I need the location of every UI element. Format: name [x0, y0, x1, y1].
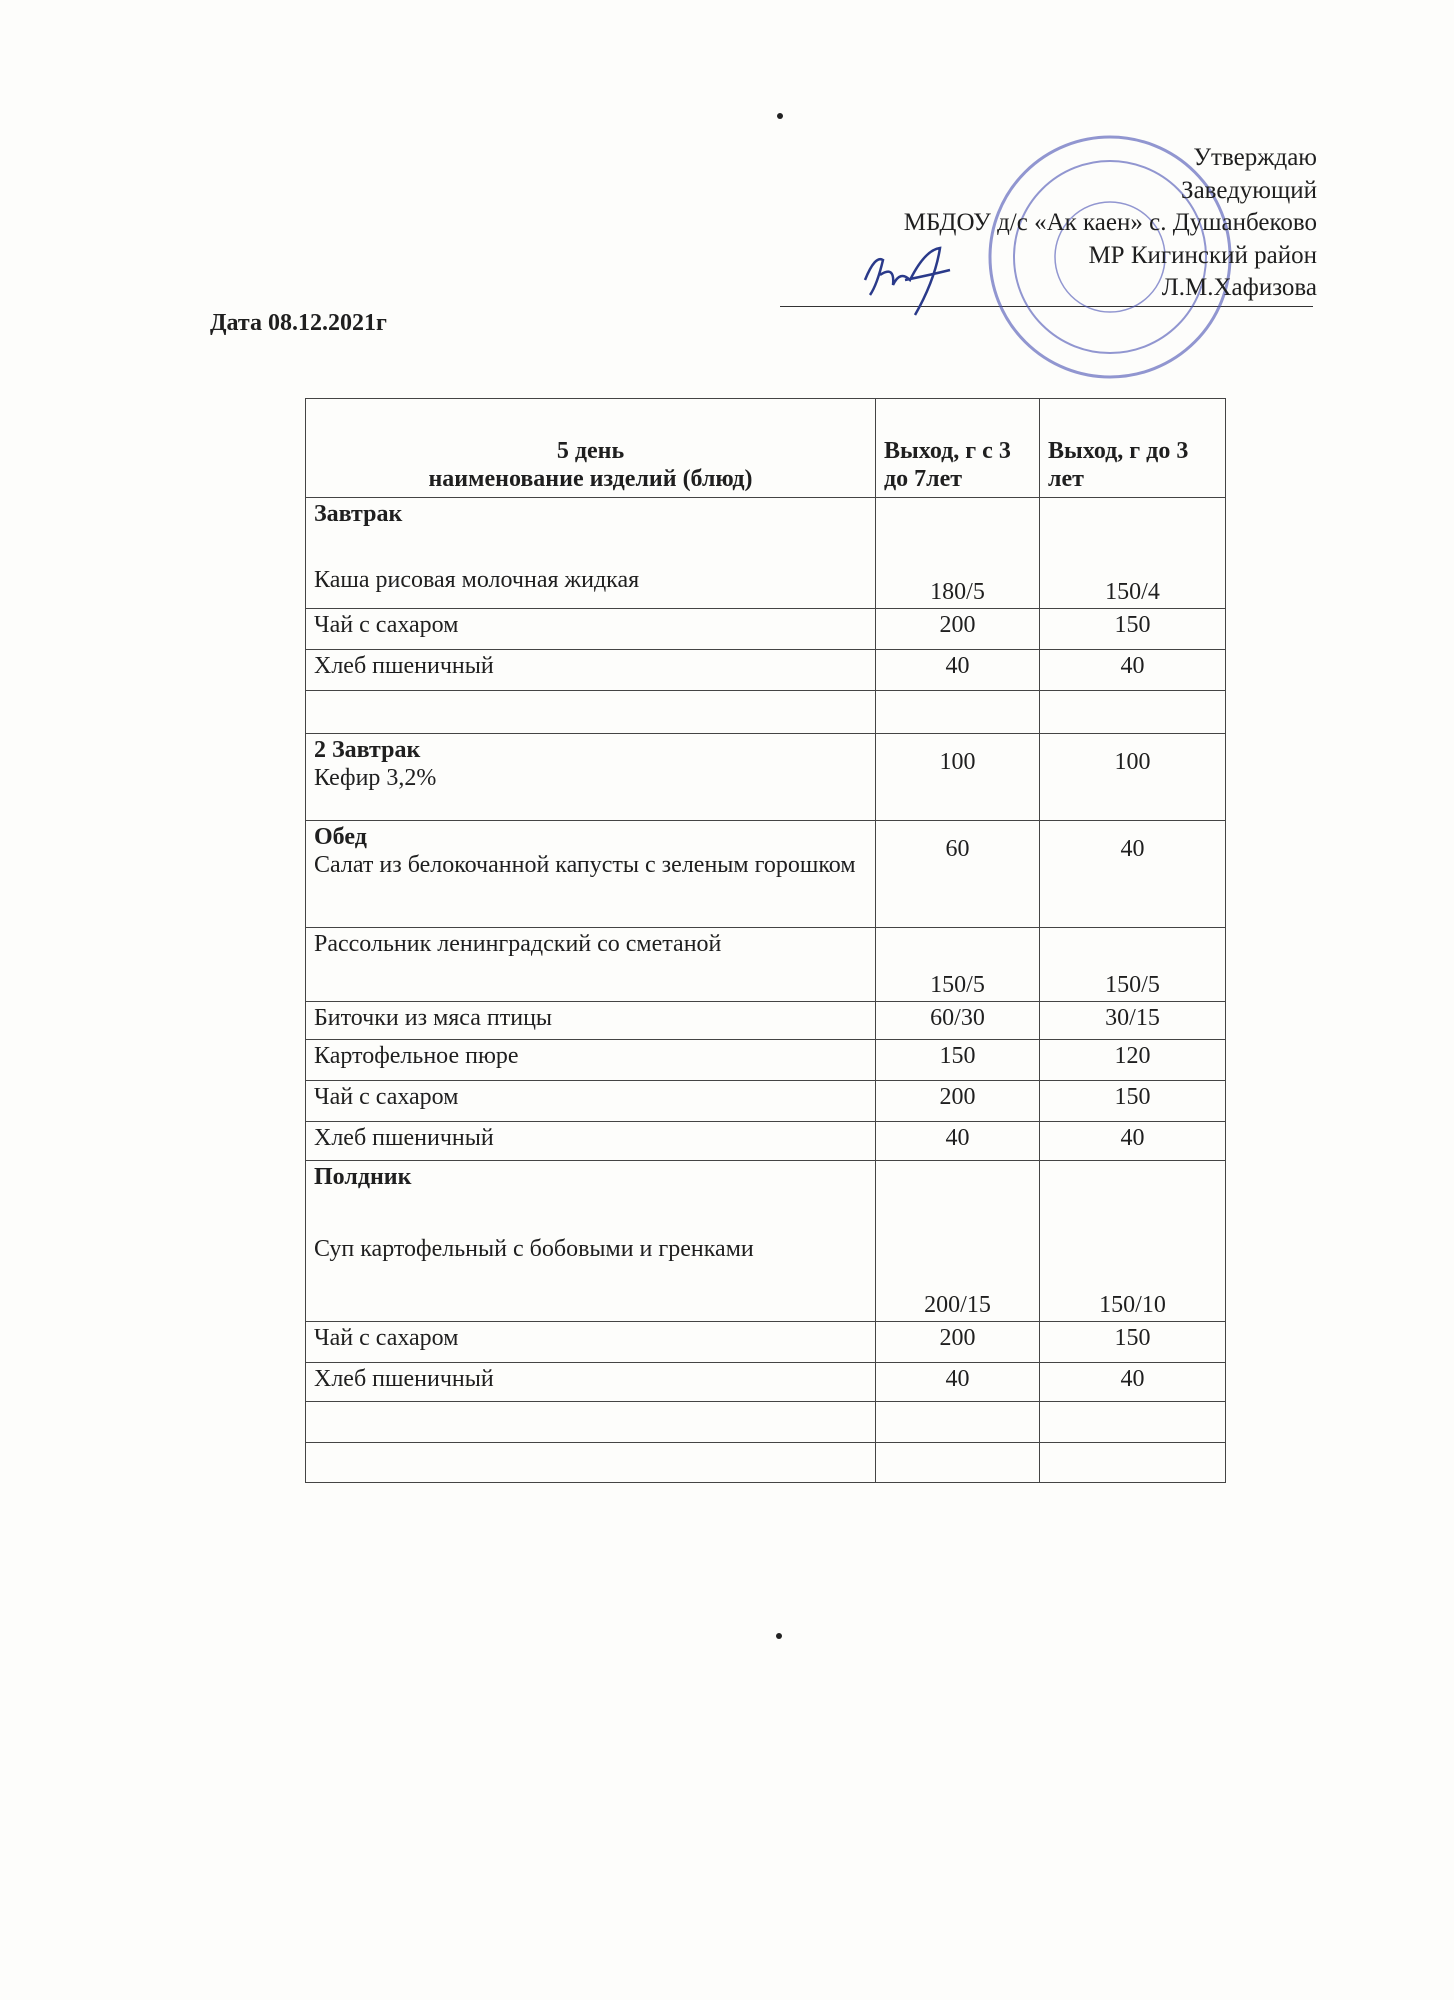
yield-3-7: 200 [876, 1081, 1040, 1122]
yield-under-3: 30/15 [1040, 1002, 1226, 1040]
dish-name: Суп картофельный с бобовыми и гренками [314, 1236, 754, 1262]
dish-cell [306, 928, 876, 1002]
yield-3-7: 150/5 [876, 928, 1040, 1002]
meal-title: Обед [314, 824, 367, 850]
dish-cell [306, 650, 876, 691]
dish-name: Хлеб пшеничный [314, 653, 494, 679]
yield-3-7: 40 [876, 1363, 1040, 1402]
dish-name: Хлеб пшеничный [314, 1366, 494, 1392]
approval-line: МР Кигинский район [1088, 241, 1317, 269]
table-row [306, 1122, 1226, 1161]
document-date: Дата 08.12.2021г [210, 310, 387, 336]
table-row [306, 1443, 1226, 1483]
dish-name: Чай с сахаром [314, 1084, 459, 1110]
dish-cell [306, 1402, 876, 1443]
meal-title: Завтрак [314, 501, 403, 527]
table-row [306, 609, 1226, 650]
yield-under-3: 100 [1040, 734, 1226, 821]
dish-cell [306, 1363, 876, 1402]
dish-cell [306, 691, 876, 734]
yield-under-3: 150/10 [1040, 1161, 1226, 1322]
table-row [306, 1081, 1226, 1122]
approval-block [904, 142, 1317, 305]
dish-name: Кефир 3,2% [314, 765, 437, 791]
yield-under-3 [1040, 691, 1226, 734]
dish-name: Чай с сахаром [314, 612, 459, 638]
header-col-under-3: Выход, г до 3 лет [1040, 399, 1226, 498]
dish-cell [306, 609, 876, 650]
yield-3-7 [876, 1402, 1040, 1443]
table-row [306, 691, 1226, 734]
approval-line: Заведующий [1181, 176, 1317, 204]
table-row [306, 1002, 1226, 1040]
yield-under-3 [1040, 1443, 1226, 1483]
approval-line: Утверждаю [1193, 144, 1317, 171]
header-name: наименование изделий (блюд) [428, 466, 753, 492]
yield-under-3: 40 [1040, 1122, 1226, 1161]
yield-3-7: 100 [876, 734, 1040, 821]
yield-3-7: 200 [876, 609, 1040, 650]
yield-3-7 [876, 1443, 1040, 1483]
dish-name: Салат из белокочанной капусты с зеленым горошком [314, 852, 856, 878]
dish-cell [306, 1081, 876, 1122]
yield-3-7: 60 [876, 821, 1040, 928]
scan-speck [777, 113, 783, 119]
meal-title: 2 Завтрак [314, 737, 421, 763]
approval-line: МБДОУ д/с «Ак каен» с. Душанбеково [903, 209, 1317, 236]
table-row [306, 498, 1226, 609]
dish-name: Биточки из мяса птицы [314, 1005, 553, 1031]
yield-3-7: 40 [876, 1122, 1040, 1161]
approval-line: Л.М.Хафизова [1161, 274, 1317, 301]
table-row [306, 650, 1226, 691]
yield-under-3: 120 [1040, 1040, 1226, 1081]
yield-3-7 [876, 691, 1040, 734]
dish-cell [306, 734, 876, 821]
dish-name: Хлеб пшеничный [314, 1125, 494, 1151]
table-row [306, 928, 1226, 1002]
dish-name: Каша рисовая молочная жидкая [314, 567, 640, 593]
header-day: 5 день [556, 438, 625, 464]
yield-3-7: 150 [876, 1040, 1040, 1081]
yield-under-3: 40 [1040, 821, 1226, 928]
yield-under-3: 150 [1040, 1081, 1226, 1122]
yield-under-3: 150/4 [1040, 498, 1226, 609]
yield-3-7: 60/30 [876, 1002, 1040, 1040]
dish-name: Чай с сахаром [314, 1325, 459, 1351]
dish-cell [306, 1443, 876, 1483]
yield-under-3 [1040, 1402, 1226, 1443]
dish-cell [306, 1161, 876, 1322]
table-row [306, 1363, 1226, 1402]
yield-3-7: 200/15 [876, 1161, 1040, 1322]
table-header [306, 399, 1226, 498]
dish-cell [306, 1322, 876, 1363]
menu-table [305, 398, 1226, 1483]
yield-under-3: 150/5 [1040, 928, 1226, 1002]
table-row [306, 1322, 1226, 1363]
header-col-3-7: Выход, г с 3 до 7лет [876, 399, 1040, 498]
yield-under-3: 150 [1040, 609, 1226, 650]
dish-name: Рассольник ленинградский со сметаной [314, 931, 722, 957]
yield-under-3: 40 [1040, 1363, 1226, 1402]
header-name-col [306, 399, 876, 498]
table-row [306, 1161, 1226, 1322]
yield-under-3: 150 [1040, 1322, 1226, 1363]
dish-cell [306, 1122, 876, 1161]
scan-speck [776, 1633, 782, 1639]
table-row [306, 1040, 1226, 1081]
yield-3-7: 40 [876, 650, 1040, 691]
meal-title: Полдник [314, 1164, 412, 1190]
dish-cell [306, 498, 876, 609]
dish-name: Картофельное пюре [314, 1043, 519, 1069]
dish-cell [306, 821, 876, 928]
table-row [306, 1402, 1226, 1443]
table-row [306, 821, 1226, 928]
dish-cell [306, 1002, 876, 1040]
dish-cell [306, 1040, 876, 1081]
yield-under-3: 40 [1040, 650, 1226, 691]
yield-3-7: 180/5 [876, 498, 1040, 609]
yield-3-7: 200 [876, 1322, 1040, 1363]
table-row [306, 734, 1226, 821]
